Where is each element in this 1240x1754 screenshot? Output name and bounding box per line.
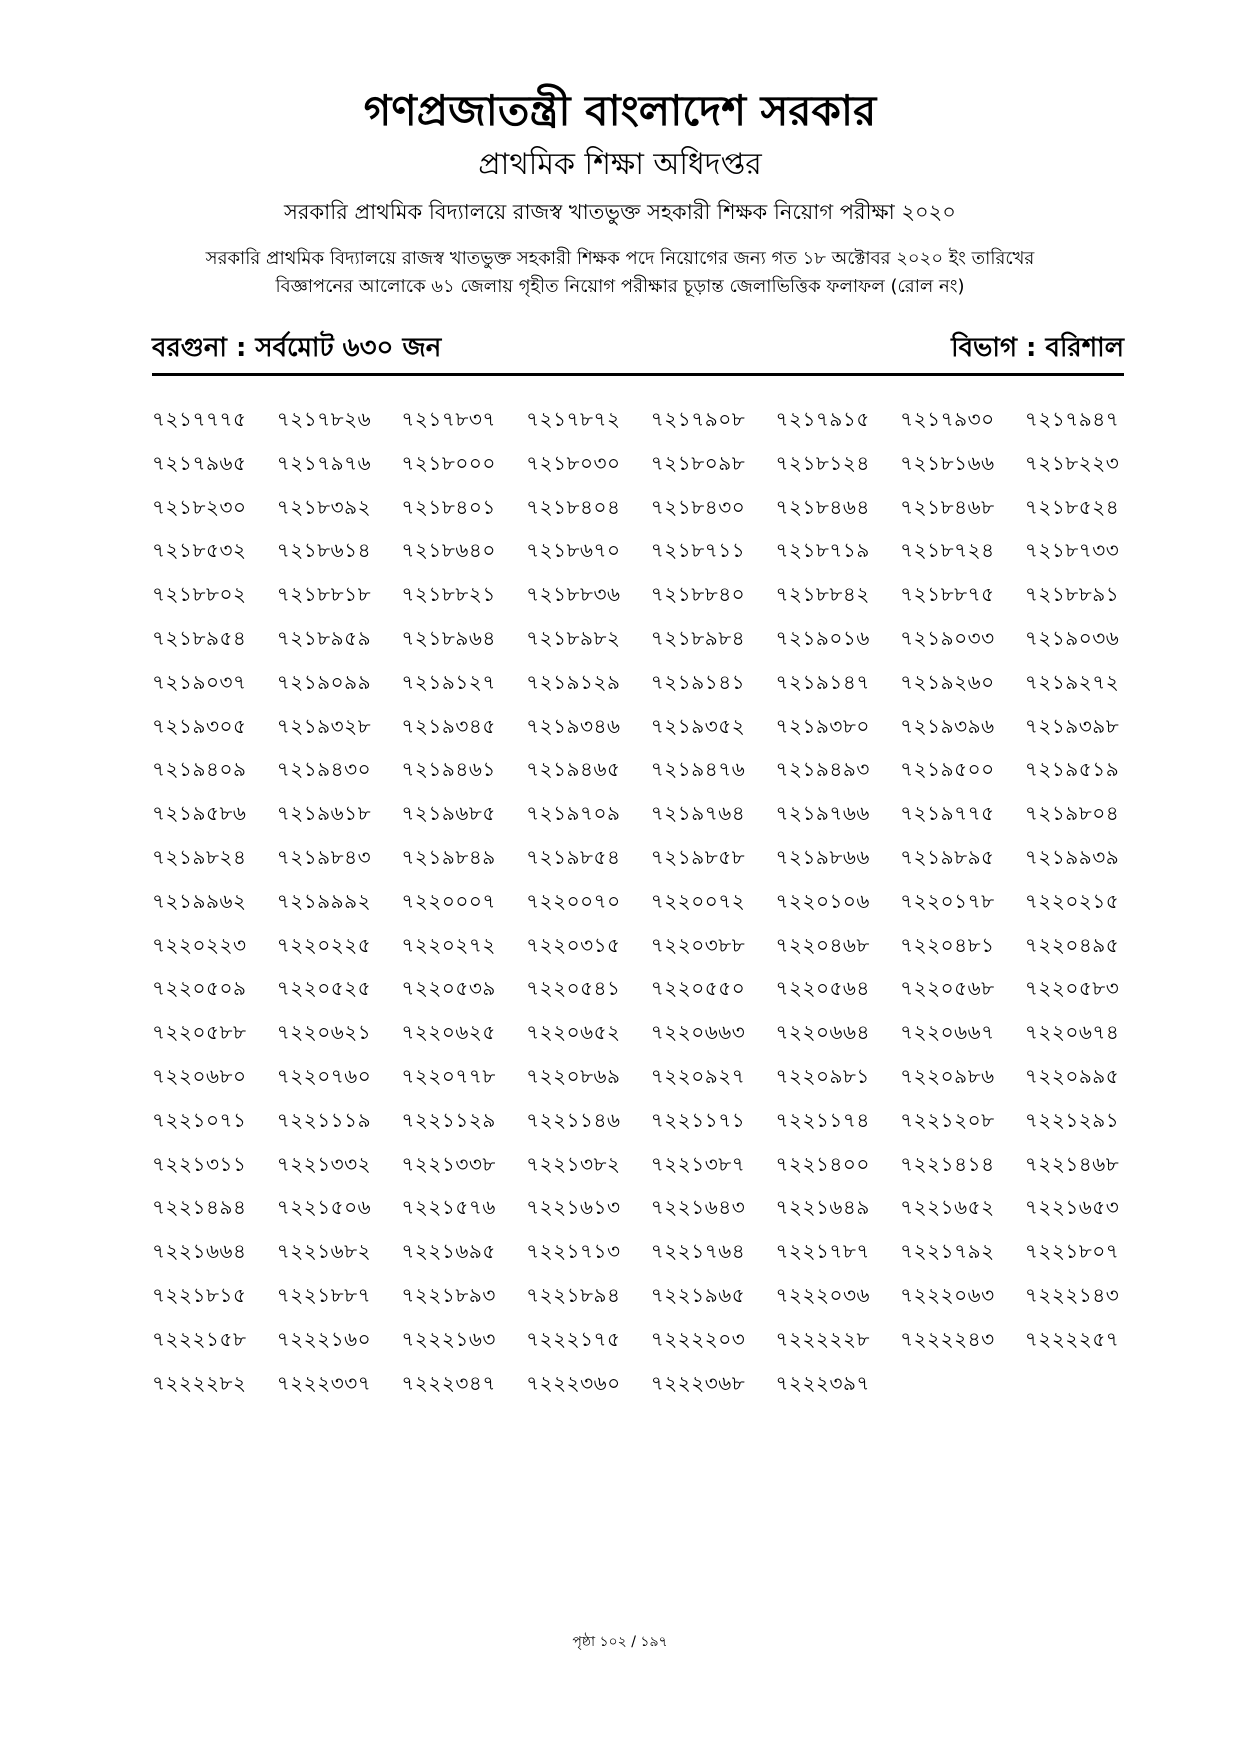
roll-number: ৭২১৯৫৮৬ bbox=[152, 801, 247, 826]
government-title: গণপ্রজাতন্ত্রী বাংলাদেশ সরকার bbox=[363, 86, 877, 135]
page-number: পৃষ্ঠা ১০২ / ১৯৭ bbox=[572, 1634, 668, 1650]
roll-number: ৭২১৯৩৪৫ bbox=[401, 713, 496, 738]
roll-number: ৭২২০৫৬৪ bbox=[775, 976, 870, 1001]
roll-number: ৭২২১৬৬৪ bbox=[152, 1239, 247, 1264]
roll-number: ৭২১৯৩০৫ bbox=[152, 713, 247, 738]
roll-number: ৭২১৯০৩৩ bbox=[900, 625, 995, 650]
roll-number: ৭২২০৫২৫ bbox=[276, 976, 372, 1001]
roll-number: ৭২১৯৪৬১ bbox=[401, 757, 496, 782]
roll-number: ৭২২২৩৪৭ bbox=[401, 1370, 496, 1395]
roll-number: ৭২২১৬৫২ bbox=[900, 1195, 995, 1220]
roll-number: ৭২২১২৯১ bbox=[1024, 1107, 1120, 1132]
roll-number: ৭২১৮৮৭৫ bbox=[900, 582, 995, 607]
roll-number: ৭২১৯১৪৭ bbox=[775, 669, 870, 694]
roll-number: ৭২২০২১৫ bbox=[1024, 888, 1120, 913]
roll-number: ৭২২২৩৬০ bbox=[526, 1370, 621, 1395]
roll-number: ৭২১৭৯৭৬ bbox=[276, 450, 372, 475]
roll-number: ৭২১৯৮৫৮ bbox=[650, 844, 746, 869]
roll-number: ৭২২১৬৪৩ bbox=[650, 1195, 746, 1220]
roll-number: ৭২১৯৪৯৩ bbox=[775, 757, 870, 782]
roll-number: ৭২২০৬২১ bbox=[276, 1020, 372, 1045]
roll-number: ৭২১৮৫৩২ bbox=[152, 538, 247, 563]
roll-number: ৭২২২২৪৩ bbox=[900, 1326, 995, 1351]
roll-number: ৭২১৭৯৪৭ bbox=[1024, 407, 1120, 431]
roll-number: ৭২১৯৮৯৫ bbox=[900, 844, 995, 869]
roll-number: ৭২২১৩৩২ bbox=[276, 1151, 372, 1176]
roll-number: ৭২১৮০৯৮ bbox=[650, 450, 746, 475]
roll-number: ৭২২১৩১১ bbox=[152, 1151, 247, 1176]
roll-number: ৭২২২২৮২ bbox=[152, 1370, 247, 1395]
roll-number: ৭২২২১৪৩ bbox=[1024, 1282, 1120, 1307]
roll-number: ৭২২২২০৩ bbox=[650, 1326, 746, 1351]
roll-number: ৭২২০২৭২ bbox=[401, 932, 496, 957]
roll-number: ৭২১৮১৬৬ bbox=[900, 450, 995, 475]
directorate-title: প্রাথমিক শিক্ষা অধিদপ্তর bbox=[478, 147, 762, 182]
exam-title: সরকারি প্রাথমিক বিদ্যালয়ে রাজস্ব খাতভুক্ত সহকারী শিক্ষক নিয়োগ পরীক্ষা ২০২০ bbox=[284, 200, 956, 224]
roll-number: ৭২২২১৭৫ bbox=[526, 1326, 621, 1351]
roll-number: ৭২১৮৬১৪ bbox=[276, 538, 372, 563]
roll-number: ৭২১৮০৩০ bbox=[526, 450, 621, 475]
roll-number: ৭২২১৩৮৭ bbox=[650, 1151, 746, 1176]
roll-number: ৭২২০৫০৯ bbox=[152, 976, 247, 1001]
roll-number: ৭২১৯৪৬৫ bbox=[526, 757, 621, 782]
roll-number: ৭২২১৬৮২ bbox=[276, 1239, 372, 1264]
roll-number: ৭২১৯৫০০ bbox=[900, 757, 995, 782]
roll-number: ৭২২০৫৩৯ bbox=[401, 976, 496, 1001]
roll-number: ৭২২০১৭৮ bbox=[900, 888, 995, 913]
notice-line-2: বিজ্ঞাপনের আলোকে ৬১ জেলায় গৃহীত নিয়োগ পরীক্ষার চূড়ান্ত জেলাভিত্তিক ফলাফল (রোল নং) bbox=[275, 276, 965, 297]
roll-number: ৭২১৭৮৭২ bbox=[526, 407, 621, 431]
roll-number: ৭২২১১২৯ bbox=[401, 1107, 496, 1132]
roll-number: ৭২২২১৫৮ bbox=[152, 1326, 247, 1351]
roll-number: ৭২১৯৭৬৬ bbox=[775, 801, 870, 826]
roll-number: ৭২১৯৯৩৯ bbox=[1024, 844, 1120, 869]
roll-number: ৭২২১১৪৬ bbox=[526, 1107, 621, 1132]
roll-number: ৭২২২৩৩৭ bbox=[276, 1370, 372, 1395]
roll-number: ৭২১৮৮৪০ bbox=[650, 582, 746, 607]
roll-number: ৭২১৯৮৪৯ bbox=[401, 844, 496, 869]
roll-number: ৭২১৭৮৩৭ bbox=[401, 407, 496, 431]
roll-number: ৭২১৮৪৬৪ bbox=[775, 494, 870, 519]
roll-number: ৭২১৯১২৭ bbox=[401, 669, 496, 694]
roll-number: ৭২২১৫০৬ bbox=[276, 1195, 372, 1220]
roll-number: ৭২১৮২২৩ bbox=[1024, 450, 1120, 475]
roll-number: ৭২১৯৭৬৪ bbox=[650, 801, 746, 826]
roll-number: ৭২১৯০১৬ bbox=[775, 625, 870, 650]
roll-number: ৭২১৮৪৩০ bbox=[650, 494, 746, 519]
division-label: বিভাগ : বরিশাল bbox=[951, 333, 1124, 363]
roll-number: ৭২১৯৪৩০ bbox=[276, 757, 372, 782]
roll-number: ৭২২০৩১৫ bbox=[526, 932, 621, 957]
roll-number: ৭২২২০৬৩ bbox=[900, 1282, 995, 1307]
notice-line-1: সরকারি প্রাথমিক বিদ্যালয়ে রাজস্ব খাতভুক্ত সহকারী শিক্ষক পদে নিয়োগের জন্য গত ১৮ অক্টোবর ২০২০ ইং তারিখের bbox=[205, 248, 1035, 269]
roll-number: ৭২২০৫৬৮ bbox=[900, 976, 995, 1001]
roll-number: ৭২২১৫৭৬ bbox=[401, 1195, 496, 1220]
roll-number: ৭২১৯৬১৮ bbox=[276, 801, 372, 826]
roll-number: ৭২২০৪৮১ bbox=[900, 932, 995, 957]
roll-number: ৭২২১৭৬৪ bbox=[650, 1239, 746, 1264]
roll-number: ৭২১৯৮৫৪ bbox=[526, 844, 621, 869]
roll-number: ৭২২১৪৯৪ bbox=[152, 1195, 247, 1220]
roll-number: ৭২২১৩৮২ bbox=[526, 1151, 621, 1176]
roll-number: ৭২২০০০৭ bbox=[401, 888, 496, 913]
roll-number: ৭২২২২২৮ bbox=[775, 1326, 870, 1351]
roll-number: ৭২২১৮০৭ bbox=[1024, 1239, 1120, 1264]
roll-number: ৭২১৭৯১৫ bbox=[775, 407, 870, 431]
roll-number: ৭২১৯৬৮৫ bbox=[401, 801, 496, 826]
roll-number: ৭২২১৮১৫ bbox=[152, 1282, 247, 1307]
roll-number: ৭২২০৩৮৮ bbox=[650, 932, 746, 957]
roll-number: ৭২১৮৯৮৪ bbox=[650, 625, 746, 650]
roll-number: ৭২২০৫৪১ bbox=[526, 976, 621, 1001]
roll-number: ৭২২০০৭২ bbox=[650, 888, 746, 913]
roll-number: ৭২১৯০৩৬ bbox=[1024, 625, 1120, 650]
roll-number: ৭২১৯৮৪৩ bbox=[276, 844, 372, 869]
roll-number: ৭২২১৭১৩ bbox=[526, 1239, 621, 1264]
roll-number: ৭২১৮৭১৯ bbox=[775, 538, 870, 563]
roll-number: ৭২২১২০৮ bbox=[900, 1107, 995, 1132]
roll-number: ৭২১৮০০০ bbox=[401, 450, 496, 475]
roll-number: ৭২১৮৫২৪ bbox=[1024, 494, 1120, 519]
roll-number: ৭২২১৮৯৪ bbox=[526, 1282, 621, 1307]
roll-number: ৭২২১৯৬৫ bbox=[650, 1282, 746, 1307]
roll-number: ৭২১৯৩৯৮ bbox=[1024, 713, 1120, 738]
roll-number: ৭২১৮৭১১ bbox=[650, 538, 746, 563]
roll-number: ৭২২০৬৭৪ bbox=[1024, 1020, 1120, 1045]
roll-number: ৭২১৮৩৯২ bbox=[276, 494, 372, 519]
roll-number: ৭২২১১৭১ bbox=[650, 1107, 746, 1132]
roll-number: ৭২১৯৮২৪ bbox=[152, 844, 247, 869]
roll-number: ৭২১৯২৬০ bbox=[900, 669, 995, 694]
roll-number: ৭২২০৫৫০ bbox=[650, 976, 746, 1001]
roll-number: ৭২১৯৭৭৫ bbox=[900, 801, 995, 826]
roll-number: ৭২২০৬২৫ bbox=[401, 1020, 496, 1045]
roll-number: ৭২২২৩৬৮ bbox=[650, 1370, 746, 1395]
roll-number: ৭২১৭৭৭৫ bbox=[152, 407, 247, 431]
roll-number: ৭২২০০৭০ bbox=[526, 888, 621, 913]
district-total: বরগুনা : সর্বমোট ৬৩০ জন bbox=[152, 333, 442, 363]
roll-number: ৭২২০৮৬৯ bbox=[526, 1063, 621, 1088]
roll-number: ৭২২০৬৬৭ bbox=[900, 1020, 995, 1045]
roll-number: ৭২১৮৮৪২ bbox=[775, 582, 870, 607]
roll-number: ৭২২১৪৬৮ bbox=[1024, 1151, 1120, 1176]
roll-number: ৭২১৭৯০৮ bbox=[650, 407, 746, 431]
roll-number: ৭২২০৬৬৪ bbox=[775, 1020, 870, 1045]
roll-number: ৭২২০৬৬৩ bbox=[650, 1020, 746, 1045]
roll-number: ৭২১৯১৪১ bbox=[650, 669, 746, 694]
roll-number: ৭২১৮৮০২ bbox=[152, 582, 247, 607]
roll-number: ৭২১৯৩৮০ bbox=[775, 713, 870, 738]
roll-number: ৭২১৯৩২৮ bbox=[276, 713, 372, 738]
roll-number: ৭২১৯৩৫২ bbox=[650, 713, 746, 738]
roll-number: ৭২২০৯৮১ bbox=[775, 1063, 870, 1088]
roll-number: ৭২১৭৯৩০ bbox=[900, 407, 995, 431]
roll-number: ৭২১৮৪৬৮ bbox=[900, 494, 995, 519]
roll-number: ৭২২০৯২৭ bbox=[650, 1063, 746, 1088]
roll-number: ৭২২২০৩৬ bbox=[775, 1282, 870, 1307]
roll-number: ৭২১৮২৩০ bbox=[152, 494, 247, 519]
roll-number: ৭২১৮৯৫৪ bbox=[152, 625, 247, 650]
roll-number: ৭২২১৮৮৭ bbox=[276, 1282, 372, 1307]
roll-number: ৭২২১৬৪৯ bbox=[775, 1195, 870, 1220]
roll-number-grid bbox=[152, 405, 1132, 1412]
district-header bbox=[152, 327, 1124, 376]
roll-number: ৭২২২১৬০ bbox=[276, 1326, 372, 1351]
roll-number: ৭২১৯৯৬২ bbox=[152, 888, 247, 913]
roll-number: ৭২১৯৩৯৬ bbox=[900, 713, 995, 738]
roll-number: ৭২১৮১২৪ bbox=[775, 450, 870, 475]
roll-number: ৭২২০৬৫২ bbox=[526, 1020, 621, 1045]
roll-number: ৭২২১৬১৩ bbox=[526, 1195, 621, 1220]
roll-number: ৭২২০৬৮০ bbox=[152, 1063, 247, 1088]
roll-number: ৭২২০১০৬ bbox=[775, 888, 870, 913]
roll-number: ৭২১৮৬৪০ bbox=[401, 538, 496, 563]
roll-number: ৭২২২২৫৭ bbox=[1024, 1326, 1120, 1351]
roll-number: ৭২২০২২৫ bbox=[276, 932, 372, 957]
roll-number: ৭২১৭৯৬৫ bbox=[152, 450, 247, 475]
roll-number: ৭২২০২২৩ bbox=[152, 932, 247, 957]
roll-number: ৭২১৯৮০৪ bbox=[1024, 801, 1120, 826]
roll-number: ৭২১৯৩৪৬ bbox=[526, 713, 621, 738]
roll-number: ৭২১৯২৭২ bbox=[1024, 669, 1120, 694]
roll-number: ৭২১৮৬৭০ bbox=[526, 538, 621, 563]
roll-number: ৭২১৯৯৯২ bbox=[276, 888, 372, 913]
roll-number: ৭২১৯৮৬৬ bbox=[775, 844, 870, 869]
roll-number: ৭২১৮৭২৪ bbox=[900, 538, 995, 563]
roll-number: ৭২১৮৭৩৩ bbox=[1024, 538, 1120, 563]
notice-text bbox=[0, 245, 1240, 301]
roll-number: ৭২১৯৭০৯ bbox=[526, 801, 621, 826]
roll-number: ৭২১৯১২৯ bbox=[526, 669, 621, 694]
roll-number: ৭২২০৫৮৩ bbox=[1024, 976, 1120, 1001]
roll-number: ৭২২২৩৯৭ bbox=[775, 1370, 870, 1395]
roll-number: ৭২১৯০৯৯ bbox=[276, 669, 372, 694]
roll-number: ৭২২১৪১৪ bbox=[900, 1151, 995, 1176]
roll-number: ৭২২১৬৯৫ bbox=[401, 1239, 496, 1264]
roll-number: ৭২১৯৪৭৬ bbox=[650, 757, 746, 782]
roll-number: ৭২১৮৮৩৬ bbox=[526, 582, 621, 607]
roll-number: ৭২১৮৪০১ bbox=[401, 494, 496, 519]
roll-number: ৭২১৮৪০৪ bbox=[526, 494, 621, 519]
roll-number: ৭২১৮৯৬৪ bbox=[401, 625, 496, 650]
roll-number: ৭২২১৭৮৭ bbox=[775, 1239, 870, 1264]
roll-number: ৭২২০৭৬০ bbox=[276, 1063, 372, 1088]
roll-number: ৭২২২১৬৩ bbox=[401, 1326, 496, 1351]
roll-number: ৭২২১৮৯৩ bbox=[401, 1282, 496, 1307]
roll-number: ৭২১৯৫১৯ bbox=[1024, 757, 1120, 782]
roll-number: ৭২১৯৪০৯ bbox=[152, 757, 247, 782]
roll-number: ৭২১৮৯৫৯ bbox=[276, 625, 372, 650]
roll-number: ৭২২০৫৮৮ bbox=[152, 1020, 247, 1045]
roll-number: ৭২২০৪৯৫ bbox=[1024, 932, 1120, 957]
roll-number: ৭২১৮৮২১ bbox=[401, 582, 496, 607]
roll-number: ৭২১৮৮৯১ bbox=[1024, 582, 1120, 607]
roll-number: ৭২২১০৭১ bbox=[152, 1107, 247, 1132]
roll-number: ৭২১৮৯৮২ bbox=[526, 625, 621, 650]
roll-number: ৭২১৯০৩৭ bbox=[152, 669, 247, 694]
roll-number: ৭২২১১৭৪ bbox=[775, 1107, 870, 1132]
roll-number: ৭২২১৭৯২ bbox=[900, 1239, 995, 1264]
roll-number: ৭২২০৪৬৮ bbox=[775, 932, 870, 957]
roll-number: ৭২২১৬৫৩ bbox=[1024, 1195, 1120, 1220]
roll-number: ৭২২০৭৭৮ bbox=[401, 1063, 496, 1088]
roll-number: ৭২২০৯৮৬ bbox=[900, 1063, 995, 1088]
roll-number: ৭২১৭৮২৬ bbox=[276, 407, 372, 431]
roll-number: ৭২২১৩৩৮ bbox=[401, 1151, 496, 1176]
roll-number: ৭২২১১১৯ bbox=[276, 1107, 372, 1132]
roll-number: ৭২২০৯৯৫ bbox=[1024, 1063, 1120, 1088]
roll-number: ৭২১৮৮১৮ bbox=[276, 582, 372, 607]
roll-number: ৭২২১৪০০ bbox=[775, 1151, 870, 1176]
